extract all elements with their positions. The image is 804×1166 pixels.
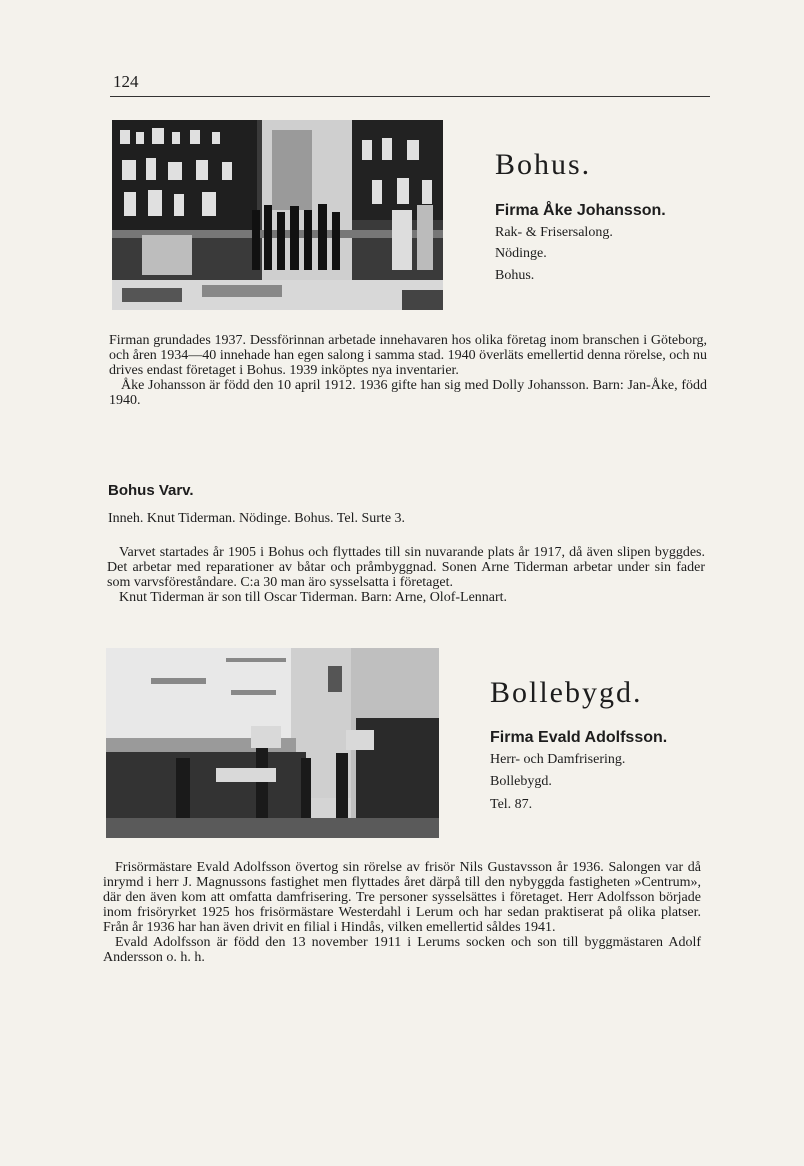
town-title-bohus: Bohus. <box>495 148 592 181</box>
bohus-varv-body <box>107 545 705 605</box>
paragraph: Evald Adolfsson är född den 13 november 1911 i Lerums socken och son till byggmästaren Adolf Andersson o. h. h. <box>103 935 701 965</box>
page-number: 124 <box>113 72 139 91</box>
paragraph: Knut Tiderman är son till Oscar Tiderman. Barn: Arne, Olof-Lennart. <box>119 590 508 605</box>
firm-line: Bollebygd. <box>490 774 552 789</box>
firm-line: Herr- och Damfrisering. <box>490 752 626 767</box>
salon-photo-image <box>106 648 439 838</box>
paragraph: Varvet startades år 1905 i Bohus och flyttades till sin nuvarande plats år 1917, då även slipen byggdes. Det arbetar med reparationer av båtar och pråmbyggnad. Sonen Arne Tiderman arbetar under sin fader som varvsföreståndare. C:a 30 man äro sysselsatta i företaget. <box>107 545 705 590</box>
paragraph: Åke Johansson är född den 10 april 1912. 1936 gifte han sig med Dolly Johansson. Barn: Jan-Åke, född 1940. <box>109 378 707 408</box>
town-title-bollebygd: Bollebygd. <box>490 676 643 709</box>
salon-photo <box>106 648 439 838</box>
firm-line: Bohus. <box>495 268 535 283</box>
firm-line: Rak- & Frisersalong. <box>495 225 613 240</box>
paragraph: Frisörmästare Evald Adolfsson övertog sin rörelse av frisör Nils Gustavsson år 1936. Salongen var då inrymd i herr J. Magnussons fastighet men flyttades året därpå till den nybyggda fastigheten »Centrum», där den även kom att omfatta damfrisering. Tre personer sysselsättes i företaget. Herr Adolfsson började inom frisöryrket 1925 hos frisörmästare Westerdahl i Lerum och har sedan praktiserat på olika platser. Från år 1936 har han även drivit en filial i Hindås, vilken emellertid såldes 1941. <box>103 860 701 935</box>
header-rule <box>110 96 710 97</box>
bohus-varv-info: Inneh. Knut Tiderman. Nödinge. Bohus. Tel. Surte 3. <box>108 511 406 526</box>
section-heading-bohus-varv: Bohus Varv. <box>108 482 194 499</box>
paragraph: Firman grundades 1937. Dessförinnan arbetade innehavaren hos olika företag inom branschen i Göteborg, och åren 1934—40 innehade han egen salong i samma stad. 1940 överläts emellertid denna rörelse, och nu drives endast företaget i Bohus. 1939 inköptes nya inventarier. <box>109 333 707 378</box>
bollebygd-body <box>103 860 701 965</box>
firm-line: Tel. 87. <box>490 797 533 812</box>
firm-line: Nödinge. <box>495 246 547 261</box>
barbershop-photo <box>112 120 443 310</box>
firm-name-evald-adolfsson: Firma Evald Adolfsson. <box>490 729 668 746</box>
bohus-body <box>109 333 707 408</box>
barbershop-photo-image <box>112 120 443 310</box>
firm-name-ake-johansson: Firma Åke Johansson. <box>495 202 666 219</box>
